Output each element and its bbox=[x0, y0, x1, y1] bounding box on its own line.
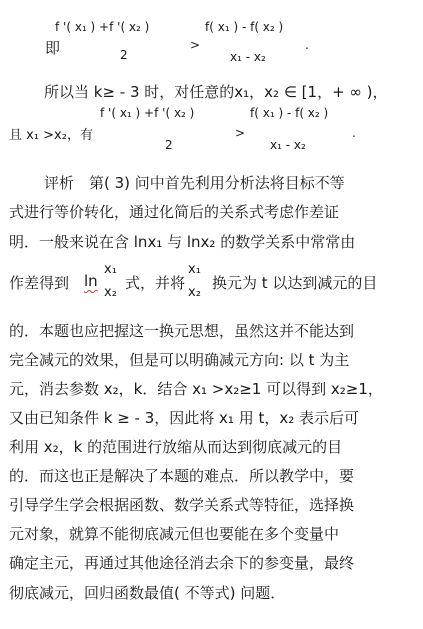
comment-line-2: 式进行等价转化，通过化简后的关系式考虑作差证 bbox=[9, 203, 340, 221]
comment-line-12: 元对象，就算不能彻底减元但也要能在多个变量中 bbox=[9, 525, 340, 543]
comment-line-1: 评析 第( 3) 问中首先利用分析法将目标不等 bbox=[44, 174, 345, 192]
formula-1-left-denominator: 2 bbox=[120, 48, 128, 62]
comment-line-11: 引导学生学会根据函数、数学关系式等特征，选择换 bbox=[9, 496, 355, 514]
fraction-1-denominator: x₂ bbox=[104, 285, 117, 300]
comment-line-7: 元，消去参数 x₂，k．结合 x₁ >x₂≥1 可以得到 x₂≥1， bbox=[9, 380, 383, 398]
comment-line-5: 的．本题也应把握这一换元思想，虽然这并不能达到 bbox=[9, 322, 355, 340]
comment-line-14: 彻底减元，回归函数最值( 不等式) 问题． bbox=[9, 584, 286, 602]
fraction-1-numerator: x₁ bbox=[104, 262, 117, 277]
formula-1-greater-than: > bbox=[190, 38, 201, 52]
formula-1-left-numerator: f '( x₁ ) +f '( x₂ ) bbox=[55, 20, 150, 34]
fraction-2-numerator: x₁ bbox=[188, 262, 201, 277]
formula-2-greater-than: > bbox=[235, 126, 246, 140]
comment-line-9: 利用 x₂，k 的范围进行放缩从而达到彻底减元的目 bbox=[9, 438, 343, 456]
comment-line-13: 确定主元，再通过其他途径消去余下的参变量，最终 bbox=[9, 554, 355, 572]
formula-1-right-denominator: x₁ - x₂ bbox=[230, 50, 266, 64]
formula-1-lead: 即 bbox=[45, 39, 61, 57]
comment-line-10: 的．而这也正是解决了本题的难点．所以教学中，要 bbox=[9, 467, 355, 485]
formula-2-right-denominator: x₁ - x₂ bbox=[270, 138, 306, 152]
ln-text: ln bbox=[84, 272, 98, 290]
formula-2-left-denominator: 2 bbox=[165, 138, 173, 152]
comment-line-6: 完全减元的效果，但是可以明确减元方向: 以 t 为主 bbox=[9, 351, 350, 369]
formula-2-lead: 且 x₁ >x₂，有 bbox=[9, 128, 93, 143]
comment-line-3: 明．一般来说在含 lnx₁ 与 lnx₂ 的数学关系中常常由 bbox=[9, 233, 356, 251]
fraction-2-denominator: x₂ bbox=[188, 285, 201, 300]
condition-line: 所以当 k≥ - 3 时，对任意的x₁，x₂ ∈ [1，+ ∞ )， bbox=[44, 83, 388, 101]
formula-2-right-numerator: f( x₁ ) - f( x₂ ) bbox=[250, 106, 329, 120]
formula-1-period: . bbox=[305, 38, 309, 52]
formula-1-right-numerator: f( x₁ ) - f( x₂ ) bbox=[205, 20, 284, 34]
comment-line-8: 又由已知条件 k ≥ - 3，因此将 x₁ 用 t，x₂ 表示后可 bbox=[9, 409, 360, 427]
formula-2-left-numerator: f '( x₁ ) +f '( x₂ ) bbox=[100, 106, 195, 120]
formula-2-period: . bbox=[352, 126, 356, 140]
